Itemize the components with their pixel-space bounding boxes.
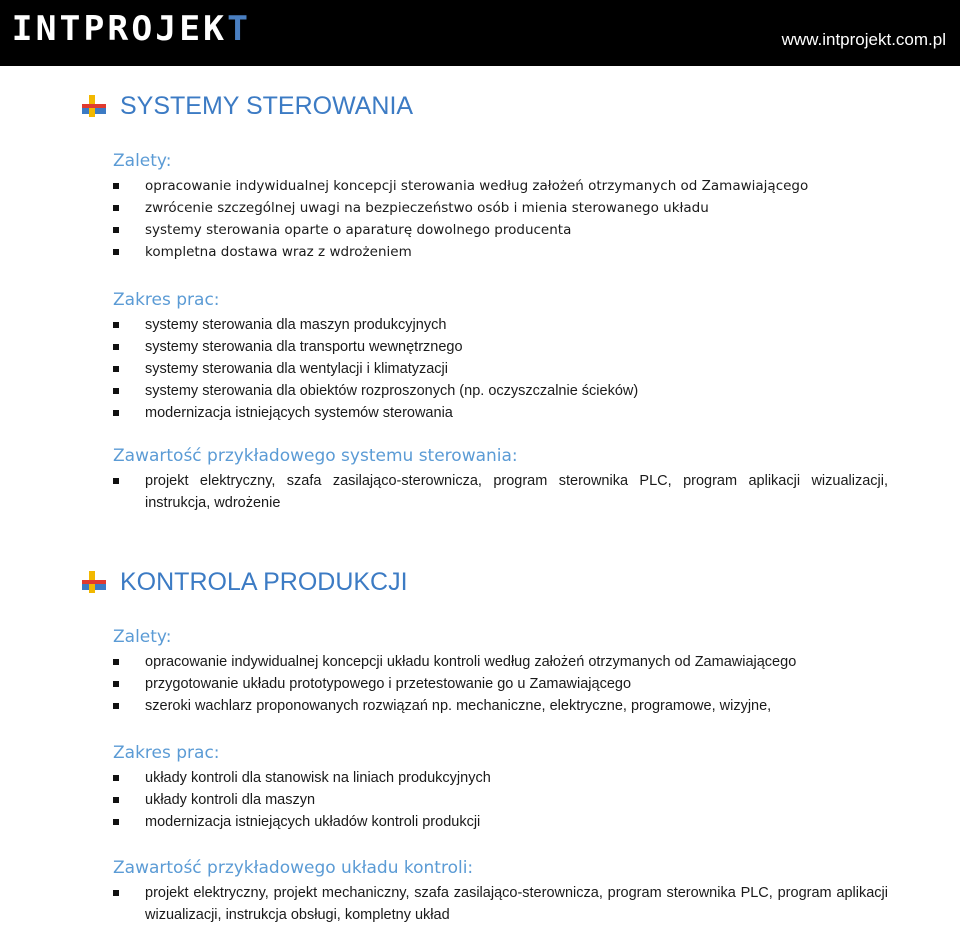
- contents-list: [113, 882, 888, 926]
- bullet-icon: [113, 249, 119, 255]
- list-item: systemy sterowania dla wentylacji i klimatyzacji: [113, 358, 888, 380]
- bullet-icon: [113, 227, 119, 233]
- bullet-icon: [113, 890, 119, 896]
- company-logo: [11, 9, 252, 49]
- bullet-icon: [113, 703, 119, 709]
- contents-heading: Zawartość przykładowego układu kontroli:: [113, 858, 474, 878]
- bullet-icon: [113, 659, 119, 665]
- section-bullet-icon: [80, 568, 108, 596]
- list-item: projekt elektryczny, szafa zasilająco-sterownicza, program sterownika PLC, program aplikacji wizualizacji, instrukcja, wdrożenie: [113, 470, 888, 514]
- advantages-list: [113, 651, 888, 717]
- bullet-icon: [113, 681, 119, 687]
- logo-text: INTPROJEK: [11, 9, 228, 49]
- bullet-icon: [113, 819, 119, 825]
- list-item: systemy sterowania dla obiektów rozproszonych (np. oczyszczalnie ścieków): [113, 380, 888, 402]
- list-item: zwrócenie szczególnej uwagi na bezpieczeństwo osób i mienia sterowanego układu: [113, 197, 888, 219]
- bullet-icon: [113, 183, 119, 189]
- contents-heading: Zawartość przykładowego systemu sterowania:: [113, 446, 518, 466]
- bullet-icon: [113, 322, 119, 328]
- section-title-text: SYSTEMY STEROWANIA: [120, 91, 414, 120]
- scope-list: [113, 314, 888, 424]
- bullet-icon: [113, 410, 119, 416]
- bullet-icon: [113, 388, 119, 394]
- list-item: układy kontroli dla maszyn: [113, 789, 888, 811]
- scope-heading: Zakres prac:: [113, 290, 220, 310]
- advantages-list: [113, 175, 888, 263]
- list-item: modernizacja istniejących systemów sterowania: [113, 402, 888, 424]
- website-url[interactable]: www.intprojekt.com.pl: [781, 30, 946, 49]
- site-header: [0, 0, 960, 66]
- section-bullet-icon: [80, 92, 108, 120]
- list-item: opracowanie indywidualnej koncepcji układu kontroli według założeń otrzymanych od Zamawiającego: [113, 651, 888, 673]
- bullet-icon: [113, 205, 119, 211]
- list-item: systemy sterowania dla transportu wewnętrznego: [113, 336, 888, 358]
- contents-list: [113, 470, 888, 514]
- list-item: szeroki wachlarz proponowanych rozwiązań np. mechaniczne, elektryczne, programowe, wizyjne,: [113, 695, 888, 717]
- list-item: systemy sterowania oparte o aparaturę dowolnego producenta: [113, 219, 888, 241]
- list-item: opracowanie indywidualnej koncepcji sterowania według założeń otrzymanych od Zamawiającego: [113, 175, 888, 197]
- section-title-text: KONTROLA PRODUKCJI: [120, 567, 408, 596]
- bullet-icon: [113, 797, 119, 803]
- advantages-heading: Zalety:: [113, 151, 172, 171]
- section-title-production-control: [80, 567, 408, 597]
- section-title-control-systems: [80, 91, 413, 121]
- bullet-icon: [113, 366, 119, 372]
- scope-list: [113, 767, 888, 833]
- list-item: systemy sterowania dla maszyn produkcyjnych: [113, 314, 888, 336]
- advantages-heading: Zalety:: [113, 627, 172, 647]
- logo-accent-letter: T: [227, 9, 252, 49]
- bullet-icon: [113, 478, 119, 484]
- bullet-icon: [113, 344, 119, 350]
- list-item: modernizacja istniejących układów kontroli produkcji: [113, 811, 888, 833]
- bullet-icon: [113, 775, 119, 781]
- list-item: przygotowanie układu prototypowego i przetestowanie go u Zamawiającego: [113, 673, 888, 695]
- list-item: projekt elektryczny, projekt mechaniczny, szafa zasilająco-sterownicza, program sterownika PLC, program aplikacji wizualizacji, instrukcja obsługi, kompletny układ: [113, 882, 888, 926]
- list-item: kompletna dostawa wraz z wdrożeniem: [113, 241, 888, 263]
- scope-heading: Zakres prac:: [113, 743, 220, 763]
- list-item: układy kontroli dla stanowisk na liniach produkcyjnych: [113, 767, 888, 789]
